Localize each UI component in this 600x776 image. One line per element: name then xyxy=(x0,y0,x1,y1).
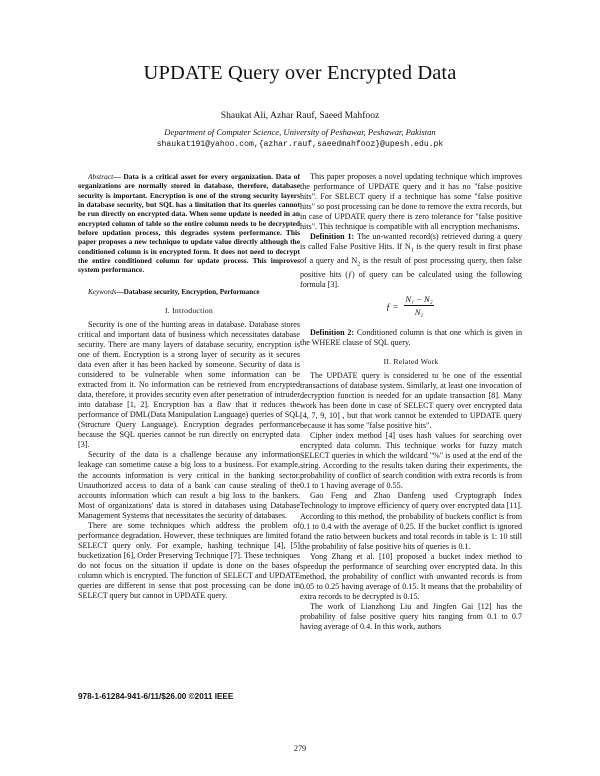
abstract-text: — Data is a critical asset for every organization. Data of organizations are normally stored in database, therefore, database security is important. Encryption is one of the strong security layers in database security, but SQL has a limitation that its queries cannot be run directly on encrypted data. When some update is needed in an encrypted column of table so the entire column needs to be decrypted before updation process, this degrades system performance. This paper proposes a new technique to update value directly although the conditioned column is in encrypted form. It does not need to decrypt the entire conditioned column for update process. This improves system performance. xyxy=(78,172,300,275)
paragraph: Security of the data is a challenge because any information leakage can sometime cause a big loss to a business. For example, the accounts information is very critical in the banking sector. Unauthorized access to data of a bank can cause stealing of the accounts information which can result a big loss to the bankers. Most of organizations' data is stored in databases using Database Management Systems that necessitates the security of databases. xyxy=(78,450,300,520)
formula-denominator: N₂ xyxy=(414,306,424,317)
definition-text: Conditioned column is that one which is given in the WHERE clause of SQL query. xyxy=(300,327,523,347)
page-number: 279 xyxy=(293,744,307,753)
subscript: 1 xyxy=(410,247,414,254)
subscript: 2 xyxy=(357,261,361,268)
definition-text: ) of query can be calculated using the following formula [3]. xyxy=(300,269,522,289)
definition-1 xyxy=(300,232,522,289)
paper-emails: shaukat191@yahoo.com,{azhar.rauf,saeedmahfooz}@upesh.edu.pk xyxy=(156,140,444,149)
definition-text: is the result of post processing query, then false positive hits ( xyxy=(300,255,522,279)
left-column xyxy=(78,172,300,601)
definition-text: The un-wanted record(s) retrieved during a query is called False Positive Hits. If N xyxy=(300,232,522,252)
paragraph: There are some techniques which address the problem of performance degradation. However, these techniques are limited for SELECT query only. For example, hashing technique [4], [5] bucketization [6], Order Preserving Technique [7]. These techniques do not focus on the situation if update is done on the bases of column which is encrypted. The function of SELECT and UPDATE queries are different in sense that post processing can be done in SELECT query but cannot in UPDATE query. xyxy=(78,520,300,601)
paragraph: Cipher index method [4] uses hash values for searching over encrypted data column. This technique works for fuzzy match SELECT queries in which the wildcard "%" is used at the end of the string. According to the results taken during their experiments, the probability of conflict of search condition with extra records is from 0.1 to 1 having average of 0.55. xyxy=(300,431,522,491)
paper-authors: Shaukat Ali, Azhar Rauf, Saeed Mahfooz xyxy=(220,110,380,121)
isbn-footer: 978-1-61284-941-6/11/$26.00 ©2011 IEEE xyxy=(78,692,234,701)
paragraph: The work of Lianzhong Liu and Jingfen Gai [12] has the probability of false positive query hits ranging from 0.1 to 0.7 having average of 0.4. In this work, authors xyxy=(300,601,522,632)
abstract xyxy=(78,172,300,275)
keywords-label: Keywords xyxy=(88,287,117,296)
formula xyxy=(300,294,522,322)
definition-text: is the query result in first phase of a query and N xyxy=(300,242,522,265)
definition-label: Definition 2: xyxy=(310,327,355,337)
definition-2 xyxy=(300,328,522,348)
paragraph: Yong Zhang et al. [10] proposed a bucket index method to speedup the performance of searching over encrypted data. In this method, the probability of conflict with unwanted records is from 0.05 to 0.25 having average of 0.15. It means that the probability of extra records to be decrypted is 0.15. xyxy=(300,551,522,601)
formula-equals: = xyxy=(393,301,399,312)
paper-affiliation: Department of Computer Science, University of Peshawar, Peshawar, Pakistan xyxy=(164,127,436,137)
formula-numerator: N₁ − N₂ xyxy=(405,293,433,304)
paper-title: UPDATE Query over Encrypted Data xyxy=(143,62,457,84)
paragraph: The UPDATE query is considered to be one of the essential transactions of database system. Similarly, at least one invocation of decryption function is needed for an update transaction [8]. Many work has been done in case of SELECT query over encrypted data [4, 7, 9, 10] , but that work cannot be extended to UPDATE query because it has some "false positive hits". xyxy=(300,370,522,431)
paragraph: Gao Feng and Zhao Danfeng used Cryptograph Index Technology to improve efficiency of query over encrypted data [11]. According to this method, the probability of buckets conflict is from 0.1 to 0.4 with the average of 0.25. If the bucket conflict is ignored and the ratio between buckets and total records in table is 1: 10 still the probability of false positive hits of queries is 0.1. xyxy=(300,491,522,551)
paragraph: Security is one of the hunting areas in database. Database stores critical and important data of business which necessitates database security. There are many layers of database security, encryption is one of them. Encryption is a strong layer of security as it secures data even after it has been hacked by someone. Security of data is considered to be vulnerable when some information can be extracted from it. No information can be retrieved from encrypted data, therefore, it provides security even after penetration of intruder into database [1, 2]. Encryption has a flaw that it reduces the performance of DML(Data Manipulation Language) queries of SQL (Structure Query Language). Encryption degrades performance because the SQL queries cannot be run directly on encrypted data [3]. xyxy=(78,319,300,450)
definition-label: Definition 1: xyxy=(310,232,355,242)
keywords-text: —Database security, Encryption, Performance xyxy=(116,287,260,296)
section-heading-introduction: I. Introduction xyxy=(164,305,214,315)
keywords xyxy=(78,288,300,297)
abstract-label: Abstract xyxy=(88,172,114,181)
formula-fraction xyxy=(404,294,434,318)
formula-lhs: ƒ xyxy=(386,301,391,312)
right-column xyxy=(300,172,522,632)
symbol-f: ƒ xyxy=(347,269,352,279)
section-heading-related-work: II. Related Work xyxy=(383,356,439,366)
paragraph: This paper proposes a novel updating technique which improves the performance of UPDATE query and it has no "false positive hits". For SELECT query if a technique has some "false positive hits" so post processing can be done to remove the extra records, but in case of UPDATE query there is zero tolerance for "false positive hits". This technique is compatible with all encryption mechanisms. xyxy=(300,172,523,232)
